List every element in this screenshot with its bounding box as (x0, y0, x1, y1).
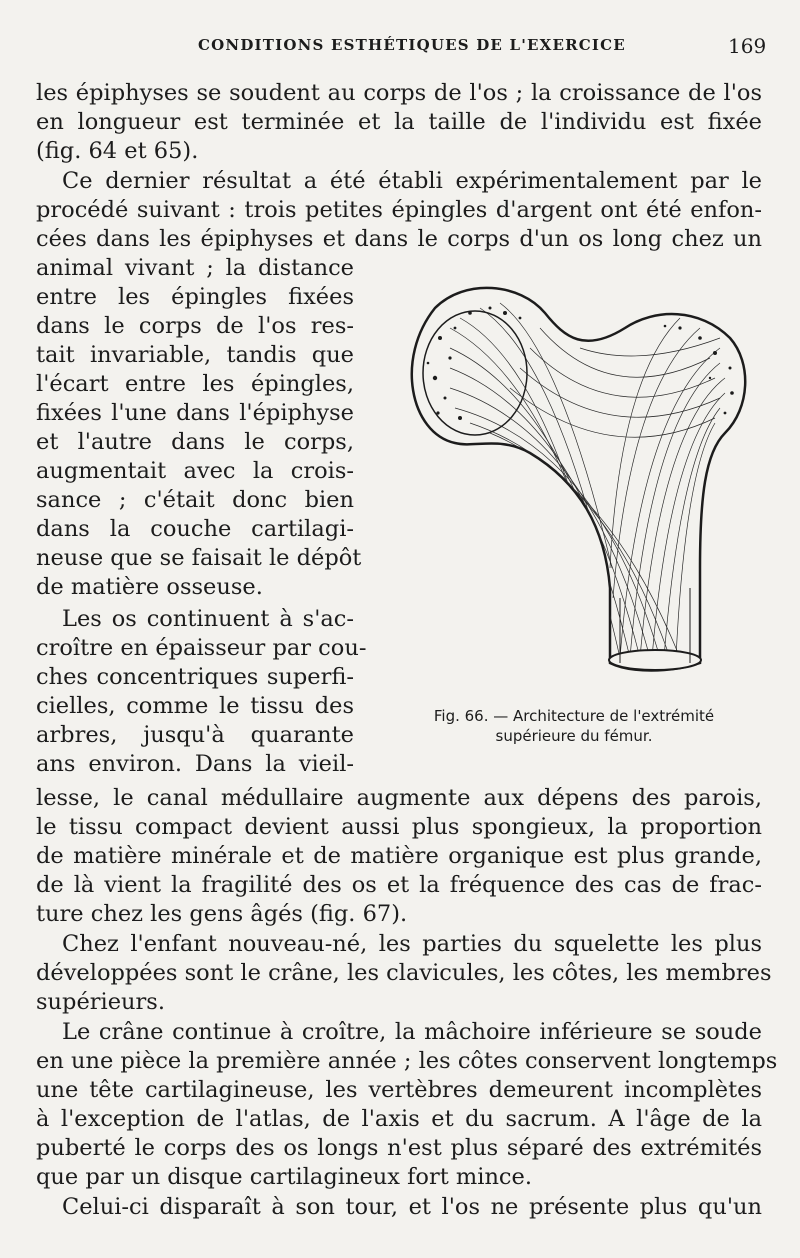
running-title: CONDITIONS ESTHÉTIQUES DE L'EXERCICE (198, 36, 626, 54)
page-number: 169 (728, 34, 767, 58)
text-line: animal vivant ; la distance (36, 255, 354, 281)
text-line: cées dans les épiphyses et dans le corps d'un os long chez un (36, 226, 762, 252)
text-line: supérieurs. (36, 989, 165, 1015)
text-line: cielles, comme le tissu des (36, 693, 354, 719)
femur-drawing (380, 268, 770, 678)
text-line: arbres, jusqu'à quarante (36, 722, 354, 748)
text-line: tait invariable, tandis que (36, 342, 354, 368)
text-line: Celui-ci disparaît à son tour, et l'os ne présente plus qu'un (62, 1194, 762, 1220)
text-line: en longueur est terminée et la taille de l'individu est fixée (36, 109, 762, 135)
text-line: l'écart entre les épingles, (36, 371, 354, 397)
text-line: sance ; c'était donc bien (36, 487, 354, 513)
text-line: développées sont le crâne, les clavicules, les côtes, les membres (36, 960, 772, 986)
text-line: le tissu compact devient aussi plus spongieux, la proportion (36, 814, 762, 840)
text-line: Le crâne continue à croître, la mâchoire inférieure se soude (62, 1019, 762, 1045)
text-line: que par un disque cartilagineux fort mince. (36, 1164, 532, 1190)
text-line: entre les épingles fixées (36, 284, 354, 310)
text-line: ches concentriques superfi- (36, 664, 354, 690)
text-line: les épiphyses se soudent au corps de l'os ; la croissance de l'os (36, 80, 762, 106)
text-line: augmentait avec la crois- (36, 458, 354, 484)
text-line: croître en épaisseur par cou- (36, 635, 367, 661)
text-line: ans environ. Dans la vieil- (36, 751, 354, 777)
text-line: (fig. 64 et 65). (36, 138, 199, 164)
text-line: de là vient la fragilité des os et la fréquence des cas de frac- (36, 872, 762, 898)
text-line: en une pièce la première année ; les côtes conservent longtemps (36, 1048, 778, 1074)
text-line: de matière osseuse. (36, 574, 263, 600)
text-line: neuse que se faisait le dépôt (36, 545, 362, 571)
page-header (0, 36, 800, 66)
text-line: à l'exception de l'atlas, de l'axis et du sacrum. A l'âge de la (36, 1106, 762, 1132)
text-line: ture chez les gens âgés (fig. 67). (36, 901, 408, 927)
text-line: lesse, le canal médullaire augmente aux dépens des parois, (36, 785, 762, 811)
text-line: procédé suivant : trois petites épingles d'argent ont été enfon- (36, 197, 762, 223)
text-line: dans le corps de l'os res- (36, 313, 354, 339)
caption-line: Fig. 66. — Architecture de l'extrémité (433, 707, 715, 725)
text-line: de matière minérale et de matière organique est plus grande, (36, 843, 762, 869)
text-line: Ce dernier résultat a été établi expérimentalement par le (62, 168, 762, 194)
text-line: Les os continuent à s'ac- (62, 606, 354, 632)
text-line: et l'autre dans le corps, (36, 429, 354, 455)
text-line: dans la couche cartilagi- (36, 516, 354, 542)
caption-line: supérieure du fémur. (495, 727, 653, 745)
text-line: une tête cartilagineuse, les vertèbres demeurent incomplètes (36, 1077, 762, 1103)
medullary-canal (609, 650, 701, 670)
text-line: puberté le corps des os longs n'est plus séparé des extrémités (36, 1135, 762, 1161)
text-line: Chez l'enfant nouveau-né, les parties du squelette les plus (62, 931, 762, 957)
figure-caption (384, 706, 764, 746)
text-line: fixées l'une dans l'épiphyse (36, 400, 354, 426)
femur-illustration (380, 268, 770, 678)
